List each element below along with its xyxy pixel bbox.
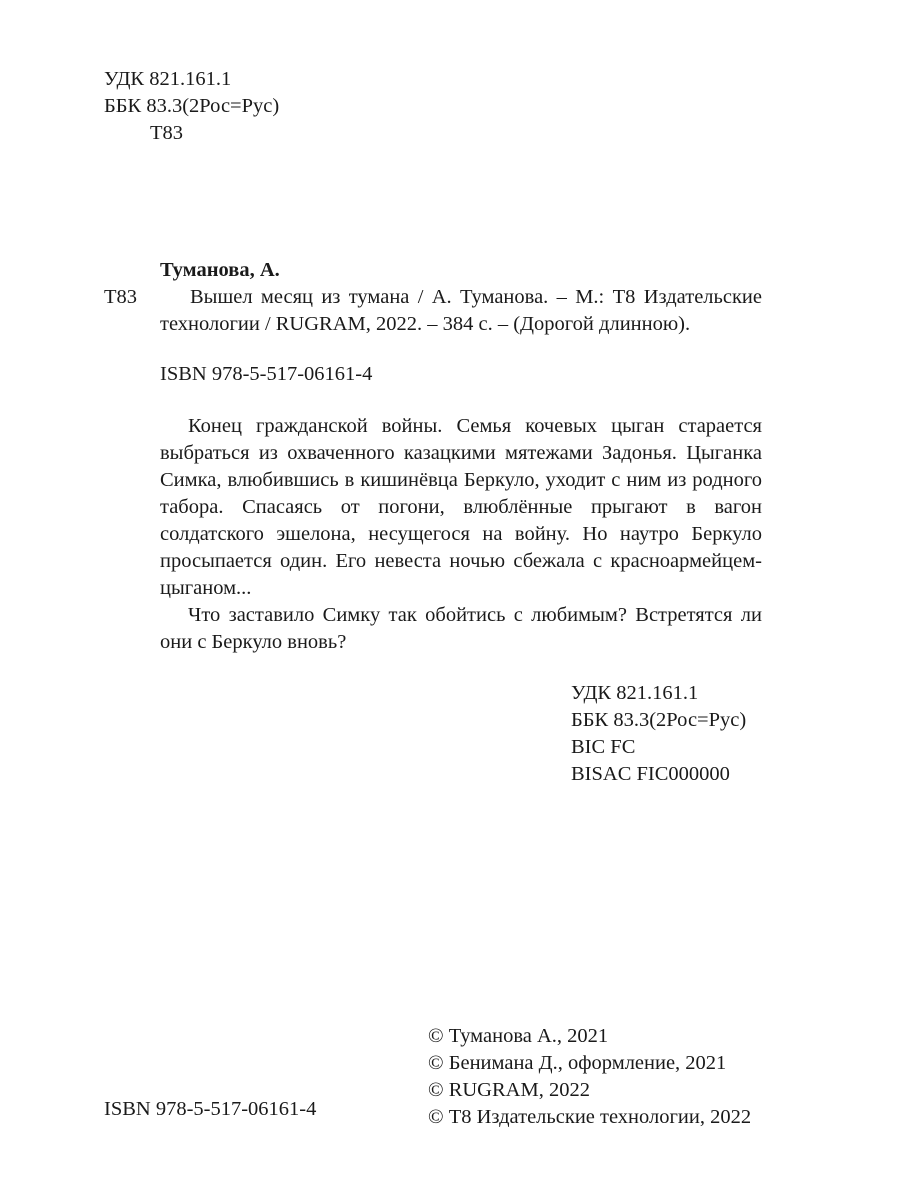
bibliographic-line-1: Вышел месяц из тумана / А. Туманова. – М.: Т8 Издательские xyxy=(190,286,762,308)
annotation-paragraph-1: Конец гражданской войны. Семья кочевых цыган старается выбраться из охваченного казацкими мятежами Задонья. Цыганка Симка, влюбившись в кишинёвца Беркуло, уходит с ним из родного табора. Спасаясь от погони, влюблённые прыгают в вагон солдатского эшелона, несущегося на войну. Но наутро Беркуло просыпается один. Его невеста ночью сбежала с красноармейцем-цыганом... xyxy=(160,415,762,599)
annotation xyxy=(160,413,762,656)
udk-code: УДК 821.161.1 xyxy=(104,68,232,90)
isbn-number: ISBN 978-5-517-06161-4 xyxy=(160,363,373,385)
author-cipher-left: Т83 xyxy=(104,286,138,308)
copyright-notices xyxy=(428,1023,751,1131)
top-classification-codes xyxy=(104,66,279,147)
copyright-publisher: © Т8 Издательские технологии, 2022 xyxy=(428,1106,752,1128)
classification-codes xyxy=(571,680,746,788)
classification-bisac: BISAC FIC000000 xyxy=(571,763,730,785)
isbn-number-bottom: ISBN 978-5-517-06161-4 xyxy=(104,1098,317,1120)
classification-bic: BIC FC xyxy=(571,736,636,758)
author-cipher: Т83 xyxy=(150,122,184,144)
copyright-rugram: © RUGRAM, 2022 xyxy=(428,1079,590,1101)
classification-udk: УДК 821.161.1 xyxy=(571,682,699,704)
bibliographic-description xyxy=(160,284,762,338)
classification-bbk: ББК 83.3(2Рос=Рус) xyxy=(571,709,747,731)
annotation-paragraph-2: Что заставило Симку так обойтись с любимым? Встретятся ли они с Беркуло вновь? xyxy=(160,604,762,653)
bbk-code: ББК 83.3(2Рос=Рус) xyxy=(104,95,280,117)
bibliographic-line-2: технологии / RUGRAM, 2022. – 384 с. – (Дорогой длинною). xyxy=(160,313,691,335)
copyright-author: © Туманова А., 2021 xyxy=(428,1025,609,1047)
author-heading: Туманова, А. xyxy=(160,259,280,281)
copyright-design: © Бенимана Д., оформление, 2021 xyxy=(428,1052,727,1074)
